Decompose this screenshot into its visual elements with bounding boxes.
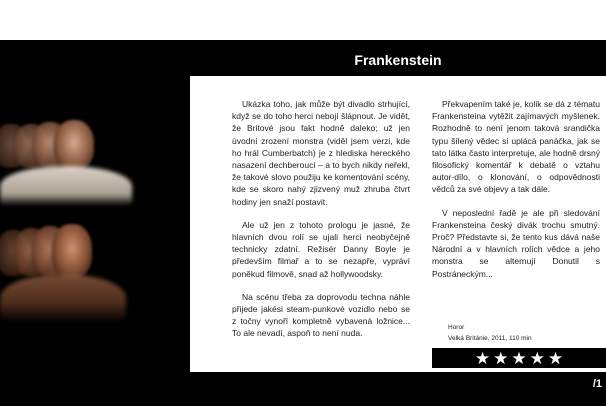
- film-genre: Horor: [448, 324, 465, 331]
- rating-bar: [432, 348, 606, 368]
- film-origin: Velká Británie, 2011, 110 min: [448, 335, 532, 342]
- article-paragraph: Na scénu třeba za doprovodu techna náhle přijede jakési steam-punkové vozidlo nebo se z točny vynoří kompletně vybavená ložnice... To ale nevadí, aspoň to není nuda.: [232, 291, 410, 339]
- actor-photo-collage: [0, 40, 190, 406]
- star-icon: ★: [474, 348, 491, 368]
- star-icon: ★: [493, 348, 509, 368]
- article-panel: [190, 76, 606, 372]
- star-icon: ★: [547, 348, 564, 368]
- actor-face-image: [54, 120, 94, 170]
- creature-face-image: [52, 224, 92, 278]
- article-paragraph: Ukázka toho, jak může být divadlo strhující, když se do toho herci nebojí šlápnout. Je vidět, že Britové jsou fakt hodně daleko; už jen úvodní zrození monstra (viděl jsem verzi, kde ho hrál Cumberbatch) je z hlediska hereckého nasazení dechberoucí – a to bych nikdy neřekl, že takové slovo použiju ke komentování scény, kde se skoro nahý zjizvený muž zhruba čtvrt hodiny jen snaží postavit.: [232, 99, 410, 207]
- header-bar: [190, 46, 606, 74]
- article-left-column: [232, 98, 410, 351]
- star-icon: ★: [511, 348, 527, 368]
- article-right-column: [432, 98, 600, 291]
- article-paragraph: Ale už jen z tohoto prologu je jasné, že hlavních dvou rolí se ujali herci neobyčejně technicky zdatní. Režisér Danny Boyle je především filmař a to se nezapře, vypráví poněkud filmově, snad až hollywoodsky.: [232, 219, 410, 279]
- article-paragraph: Překvapením také je, kolik se dá z tématu Frankensteina vytěžit zajímavých myšlenek. Rozhodně to není jenom taková srandička typu šílený vědec si uplácá panáčka, jak se tato látka často interpretuje, ale hodně drsný filosofický komentář k debatě o vztahu autor-dílo, o klonování, o odpovědnosti vědců za své objevy a tak dále.: [432, 99, 600, 195]
- actor-shirt-image: [0, 166, 132, 206]
- article-paragraph: V neposlední řadě je ale při sledování Frankensteina český divák trochu smutný. Proč? Představte si, že tento kus dává naše Národní a v hlavních rolích vědce a jeho monstra se alternují Donutil s Postráneckým...: [432, 207, 600, 279]
- page-number: /1: [592, 378, 602, 390]
- creature-body-image: [0, 274, 126, 322]
- star-icon: ★: [529, 348, 545, 368]
- page-title: Frankenstein: [354, 52, 442, 68]
